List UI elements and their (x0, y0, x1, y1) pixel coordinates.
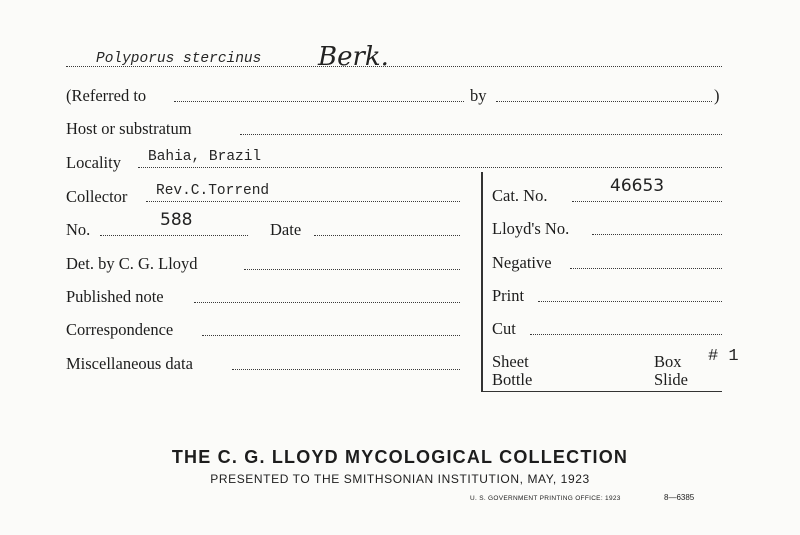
cat-no-value: 46653 (610, 176, 665, 196)
host-label: Host or substratum (66, 119, 192, 138)
form-number: 8—6385 (664, 493, 695, 502)
host-line (240, 134, 722, 135)
published-note-line (194, 302, 460, 303)
bottle-label: Bottle (492, 370, 533, 389)
collector-line (146, 201, 460, 202)
det-by-line (244, 269, 460, 270)
locality-value: Bahia, Brazil (148, 149, 262, 165)
close-paren: ) (714, 86, 720, 105)
no-label: No. (66, 220, 91, 239)
no-line (100, 235, 248, 236)
lloyds-no-line (592, 234, 722, 235)
by-label: by (470, 86, 487, 105)
cut-line (530, 334, 722, 335)
box-value: # 1 (708, 347, 739, 366)
collector-value: Rev.C.Torrend (156, 183, 270, 199)
correspondence-label: Correspondence (66, 320, 174, 339)
date-line (314, 235, 460, 236)
collection-title: THE C. G. LLOYD MYCOLOGICAL COLLECTION (171, 447, 629, 467)
cat-no-label: Cat. No. (492, 186, 548, 205)
correspondence-line (202, 335, 460, 336)
negative-line (570, 268, 722, 269)
misc-data-label: Miscellaneous data (66, 354, 193, 373)
det-by-label: Det. by C. G. Lloyd (66, 254, 198, 273)
by-line (496, 101, 712, 102)
gpo-imprint: U. S. GOVERNMENT PRINTING OFFICE: 1923 (470, 495, 621, 502)
specimen-authority: Berk. (318, 42, 389, 72)
collector-label: Collector (66, 187, 128, 206)
slide-label: Slide (654, 370, 688, 389)
negative-label: Negative (492, 253, 552, 272)
locality-label: Locality (66, 153, 121, 172)
lloyds-no-label: Lloyd's No. (492, 219, 570, 238)
date-label: Date (270, 220, 302, 239)
cut-label: Cut (492, 319, 516, 338)
collection-subtitle: PRESENTED TO THE SMITHSONIAN INSTITUTION, MAY, 1923 (210, 472, 590, 486)
print-label: Print (492, 286, 525, 305)
no-value: 588 (160, 210, 193, 230)
published-note-label: Published note (66, 287, 164, 306)
catalog-box-bottom-border (481, 391, 722, 392)
box-label: Box (654, 352, 682, 371)
referred-to-label: (Referred to (66, 86, 147, 105)
specimen-name-line (66, 66, 722, 67)
sheet-label: Sheet (492, 352, 529, 371)
print-line (538, 301, 722, 302)
locality-line (138, 167, 722, 168)
cat-no-line (572, 201, 722, 202)
referred-to-line (174, 101, 464, 102)
catalog-box-left-border (481, 172, 483, 392)
specimen-name: Polyporus stercinus (96, 51, 262, 67)
misc-data-line (232, 369, 460, 370)
